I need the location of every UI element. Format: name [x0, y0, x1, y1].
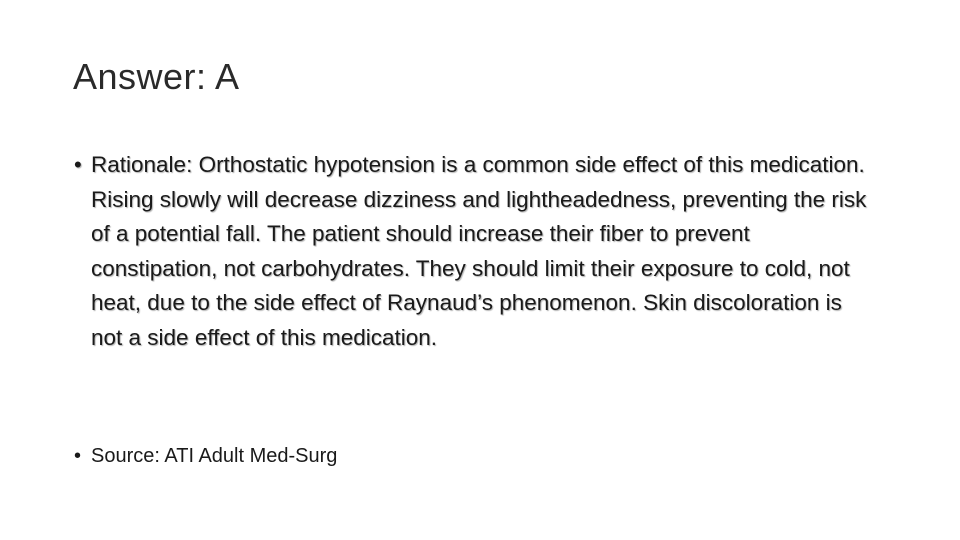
source-text: Source: ATI Adult Med-Surg — [91, 445, 338, 467]
bullet-marker: • — [74, 445, 82, 467]
rationale-text: Rationale: Orthostatic hypotension is a common side effect of this medication. Rising slowly will decrease dizziness and lightheadedness, preventing the risk of a potential fall. The patient should increase their fiber to prevent constipation, not carbohydrates. They should limit their exposure to cold, not heat, due to the side effect of Raynaud’s phenomenon. Skin discoloration is not a side effect of this medication. — [91, 152, 867, 350]
bullet-marker: • — [74, 152, 82, 177]
source-bullet — [74, 442, 874, 470]
rationale-bullet — [74, 148, 874, 355]
slide-title: Answer: A — [73, 56, 240, 97]
